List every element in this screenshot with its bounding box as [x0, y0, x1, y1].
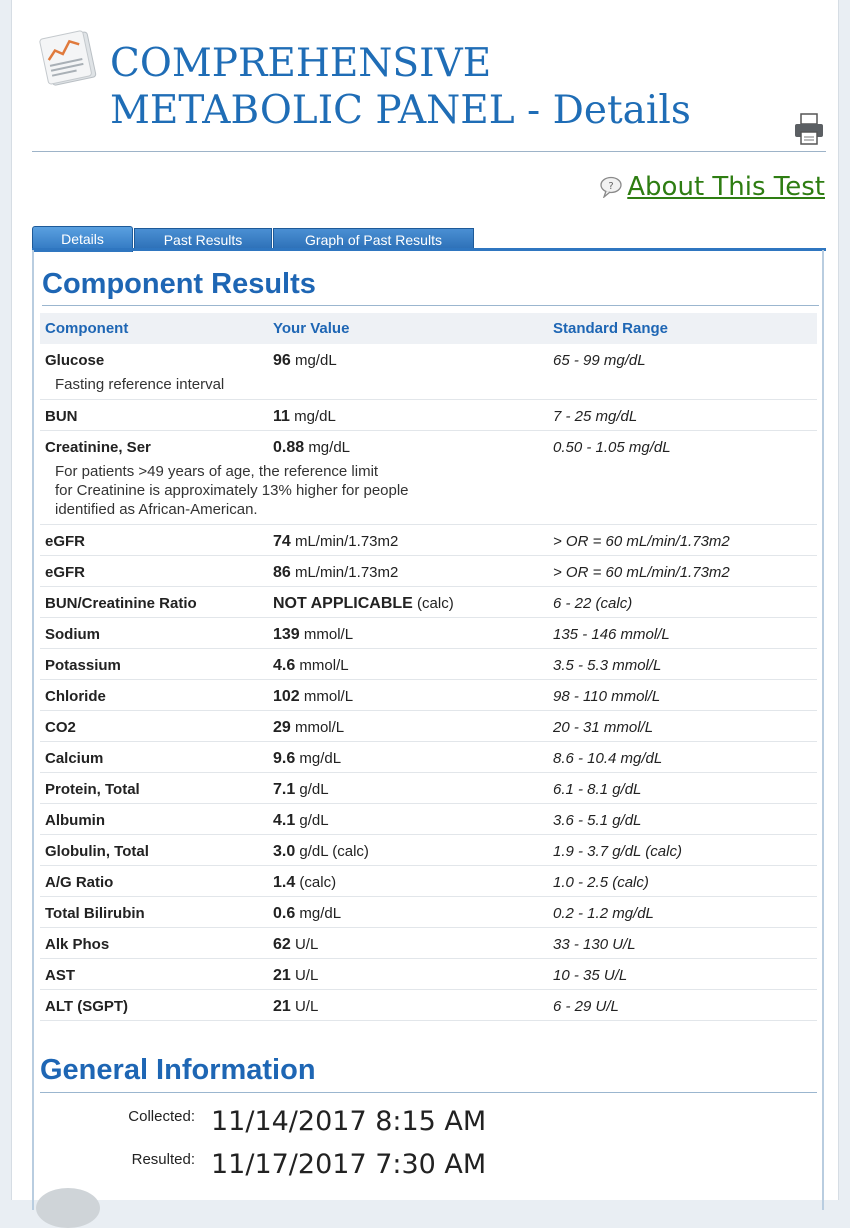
- result-value-cell: [268, 803, 548, 834]
- component-name: eGFR: [40, 524, 268, 555]
- avatar: [36, 1188, 100, 1228]
- standard-range: 3.5 - 5.3 mmol/L: [548, 648, 817, 679]
- table-row: [40, 431, 817, 462]
- tab-bar: [32, 226, 826, 250]
- standard-range: 1.9 - 3.7 g/dL (calc): [548, 834, 817, 865]
- result-value: 86: [273, 563, 291, 581]
- result-unit: g/dL (calc): [299, 842, 369, 860]
- about-link-label[interactable]: About This Test: [627, 172, 825, 202]
- standard-range: 1.0 - 2.5 (calc): [548, 865, 817, 896]
- standard-range: > OR = 60 mL/min/1.73m2: [548, 555, 817, 586]
- result-value-cell: [268, 989, 548, 1020]
- component-results-rule: [42, 305, 819, 306]
- table-row: [40, 865, 817, 896]
- standard-range: 20 - 31 mmol/L: [548, 710, 817, 741]
- table-row: [40, 896, 817, 927]
- result-value: 29: [273, 718, 291, 736]
- table-row: [40, 989, 817, 1020]
- standard-range: 8.6 - 10.4 mg/dL: [548, 741, 817, 772]
- table-row: [40, 555, 817, 586]
- result-value: 7.1: [273, 780, 296, 798]
- result-unit: mmol/L: [299, 656, 349, 674]
- result-value-cell: [268, 958, 548, 989]
- component-name: Protein, Total: [40, 772, 268, 803]
- result-value-cell: [268, 679, 548, 710]
- result-value: 9.6: [273, 749, 296, 767]
- result-value-cell: [268, 710, 548, 741]
- column-header-component: Component: [40, 313, 268, 344]
- title-divider: [32, 151, 826, 152]
- result-unit: mg/dL: [299, 749, 342, 767]
- result-unit: U/L: [294, 935, 319, 953]
- result-value: 1.4: [273, 873, 296, 891]
- component-name: CO2: [40, 710, 268, 741]
- standard-range: 7 - 25 mg/dL: [548, 400, 817, 431]
- general-information-rule: [40, 1092, 817, 1093]
- row-note-text: Fasting reference interval: [40, 375, 817, 400]
- result-unit: mmol/L: [303, 687, 354, 705]
- result-value-cell: [268, 617, 548, 648]
- table-row: [40, 586, 817, 617]
- table-row: [40, 400, 817, 431]
- result-value: 96: [273, 352, 291, 369]
- standard-range: 135 - 146 mmol/L: [548, 617, 817, 648]
- standard-range: 98 - 110 mmol/L: [548, 679, 817, 710]
- result-unit: g/dL: [299, 811, 329, 829]
- result-unit: mg/dL: [308, 439, 351, 456]
- printer-icon[interactable]: [793, 112, 825, 146]
- standard-range: 0.50 - 1.05 mg/dL: [553, 439, 671, 456]
- result-value-cell: [268, 344, 548, 375]
- result-unit: U/L: [294, 997, 319, 1015]
- result-value: 4.6: [273, 656, 296, 674]
- result-unit: g/dL: [299, 780, 329, 798]
- result-unit: mg/dL: [294, 408, 336, 425]
- tab-graph-past-results[interactable]: Graph of Past Results: [273, 228, 474, 250]
- component-name: BUN/Creatinine Ratio: [40, 586, 268, 617]
- tab-past-results[interactable]: Past Results: [134, 228, 272, 250]
- result-value-cell: [268, 896, 548, 927]
- table-row: [40, 648, 817, 679]
- collected-value: 11/14/2017 8:15 AM: [211, 1106, 487, 1137]
- result-value: 0.6: [273, 904, 296, 922]
- tab-details[interactable]: Details: [32, 226, 133, 252]
- table-row: [40, 958, 817, 989]
- document-chart-icon: [36, 28, 100, 90]
- result-value-cell: [268, 555, 548, 586]
- result-value: 4.1: [273, 811, 296, 829]
- table-row: [40, 344, 817, 375]
- result-value-cell: [268, 741, 548, 772]
- table-row: [40, 524, 817, 555]
- result-value: 74: [273, 532, 291, 550]
- result-value: 102: [273, 687, 300, 705]
- general-information-heading: General Information: [40, 1054, 316, 1086]
- table-row: [40, 803, 817, 834]
- result-unit: mL/min/1.73m2: [294, 532, 399, 550]
- standard-range: 6 - 29 U/L: [548, 989, 817, 1020]
- result-value: 0.88: [273, 439, 305, 456]
- component-results-heading: Component Results: [42, 268, 316, 300]
- resulted-label: Resulted:: [131, 1151, 195, 1168]
- component-name: Chloride: [40, 679, 268, 710]
- component-name: Potassium: [40, 648, 268, 679]
- resulted-value: 11/17/2017 7:30 AM: [211, 1149, 487, 1180]
- result-unit: mL/min/1.73m2: [294, 563, 399, 581]
- component-name: Globulin, Total: [40, 834, 268, 865]
- speech-bubble-icon: [599, 176, 623, 198]
- result-value-cell: [268, 648, 548, 679]
- result-value-cell: [268, 772, 548, 803]
- component-name: Total Bilirubin: [40, 896, 268, 927]
- result-value: 3.0: [273, 842, 296, 860]
- result-value-cell: [268, 524, 548, 555]
- component-name: Alk Phos: [40, 927, 268, 958]
- result-value: 21: [273, 966, 291, 984]
- component-results-table: [40, 313, 817, 1021]
- page-title: COMPREHENSIVE METABOLIC PANEL - Details: [110, 41, 691, 133]
- collected-label: Collected:: [128, 1108, 195, 1125]
- result-value: NOT APPLICABLE: [273, 594, 413, 612]
- table-row: [40, 834, 817, 865]
- result-value-cell: [268, 586, 548, 617]
- component-name: AST: [40, 958, 268, 989]
- standard-range: > OR = 60 mL/min/1.73m2: [548, 524, 817, 555]
- component-name: ALT (SGPT): [40, 989, 268, 1020]
- table-row: [40, 927, 817, 958]
- component-name: Sodium: [40, 617, 268, 648]
- component-name: Albumin: [40, 803, 268, 834]
- standard-range: 6.1 - 8.1 g/dL: [548, 772, 817, 803]
- about-this-test-link[interactable]: [599, 172, 825, 202]
- column-header-standard-range: Standard Range: [548, 313, 817, 344]
- result-value-cell: [268, 400, 548, 431]
- result-value: 11: [273, 408, 290, 425]
- standard-range: 65 - 99 mg/dL: [553, 352, 646, 369]
- component-name: Calcium: [40, 741, 268, 772]
- row-note: [40, 375, 817, 400]
- result-unit: mmol/L: [294, 718, 345, 736]
- table-row: [40, 617, 817, 648]
- result-value-cell: [268, 431, 548, 462]
- standard-range: 33 - 130 U/L: [548, 927, 817, 958]
- result-value-cell: [268, 865, 548, 896]
- column-header-your-value: Your Value: [268, 313, 548, 344]
- row-note: [40, 462, 817, 525]
- row-note-text: For patients >49 years of age, the reference limit for Creatinine is approximately 13% higher for people identified as African-American.: [40, 462, 817, 525]
- table-row: [40, 679, 817, 710]
- result-value-cell: [268, 834, 548, 865]
- table-row: [40, 710, 817, 741]
- result-value: 62: [273, 935, 291, 953]
- standard-range: 6 - 22 (calc): [548, 586, 817, 617]
- table-row: [40, 772, 817, 803]
- result-unit: (calc): [417, 594, 454, 612]
- result-value: 21: [273, 997, 291, 1015]
- component-name: BUN: [40, 400, 268, 431]
- component-name: Glucose: [45, 352, 105, 369]
- component-name: eGFR: [40, 555, 268, 586]
- component-name: Creatinine, Ser: [45, 439, 151, 456]
- result-value: 139: [273, 625, 300, 643]
- result-unit: U/L: [294, 966, 319, 984]
- result-value-cell: [268, 927, 548, 958]
- standard-range: 3.6 - 5.1 g/dL: [548, 803, 817, 834]
- result-unit: mg/dL: [294, 352, 337, 369]
- table-row: [40, 741, 817, 772]
- result-unit: mmol/L: [303, 625, 354, 643]
- standard-range: 0.2 - 1.2 mg/dL: [548, 896, 817, 927]
- result-unit: (calc): [299, 873, 337, 891]
- table-header-row: [40, 313, 817, 344]
- component-name: A/G Ratio: [40, 865, 268, 896]
- standard-range: 10 - 35 U/L: [548, 958, 817, 989]
- result-unit: mg/dL: [299, 904, 342, 922]
- svg-text:?: ?: [608, 181, 614, 192]
